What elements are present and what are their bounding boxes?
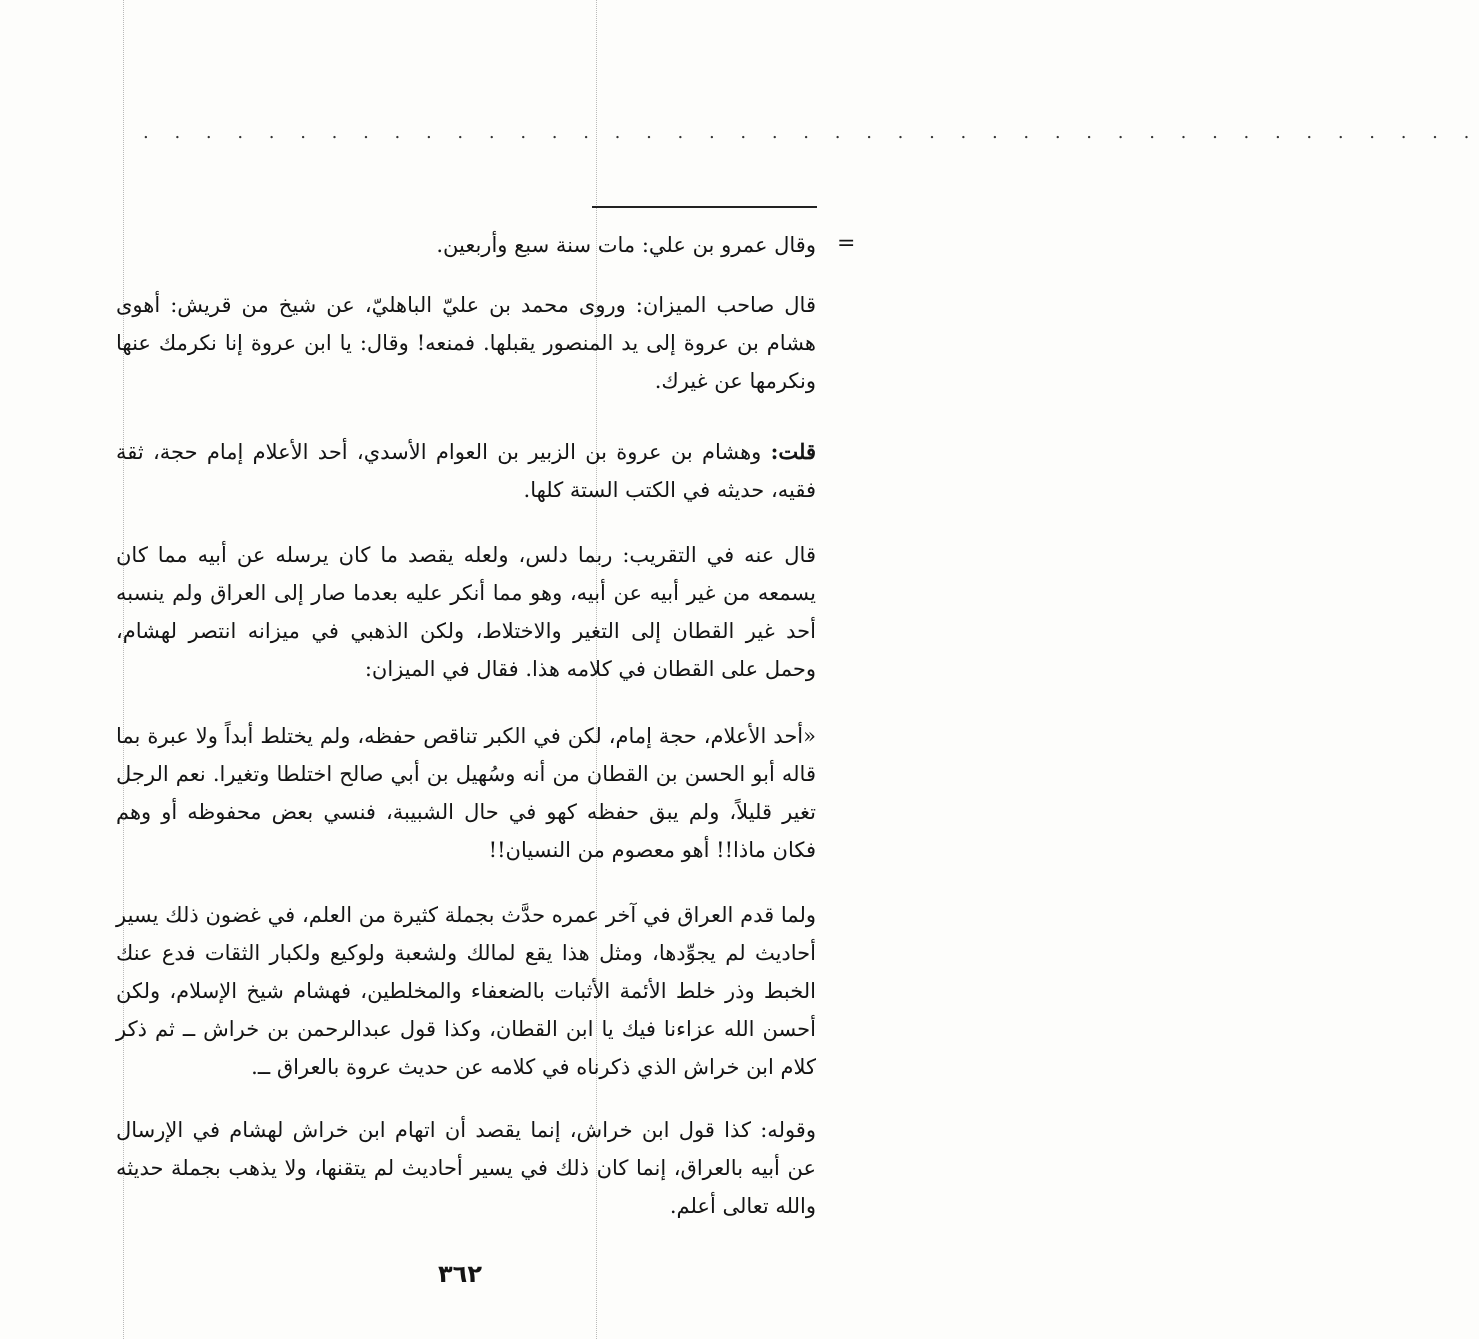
paragraph-2 <box>116 433 816 509</box>
paragraph-2-lead: قلت: <box>770 439 816 464</box>
paragraph-3: قال عنه في التقريب: ربما دلس، ولعله يقصد ما كان يرسله عن أبيه مما كان يسمعه من غير أبيه عن أبيه، وهو مما أنكر عليه بعدما صار إلى العراق ولم ينسبه أحد غير القطان إلى التغير والاختلاط، ولكن الذهبي في ميزانه انتصر لهشام، وحمل على القطان في كلامه هذا. فقال في الميزان: <box>116 543 816 681</box>
page-number: ٣٦٢ <box>438 1260 482 1288</box>
paragraph-5: ولما قدم العراق في آخر عمره حدَّث بجملة كثيرة من العلم، في غضون ذلك يسير أحاديث لم يجوِّدها، ومثل هذا يقع لمالك ولشعبة ولوكيع ولكبار الثقات فدع عنك الخبط وذر خلط الأئمة الأثبات بالضعفاء والمخلطين، فهشام شيخ الإسلام، ولكن أحسن الله عزاءنا فيك يا ابن القطان، وكذا قول عبدالرحمن بن خراش ــ ثم ذكر كلام ابن خراش الذي ذكرناه في كلامه عن حديث عروة بالعراق ــ. <box>116 903 816 1079</box>
paragraph-1: قال صاحب الميزان: وروى محمد بن عليّ الباهليّ، عن شيخ من قريش: أهوى هشام بن عروة إلى يد المنصور يقبلها. فمنعه! وقال: يا ابن عروة إنا نكرمك عنها ونكرمها عن غيرك. <box>116 293 816 393</box>
continuation-marker: = <box>837 231 856 256</box>
footnote-rule <box>592 206 817 208</box>
paragraph-2-body: وهشام بن عروة بن الزبير بن العوام الأسدي، أحد الأعلام إمام حجة، ثقة فقيه، حديثه في الكتب الستة كلها. <box>116 440 816 502</box>
dotted-separator: . . . . . . . . . . . . . . . . . . . . . . . . . . . . . . . . . . . . . . . . . . . <box>143 122 1479 143</box>
paragraph-4-quote: «أحد الأعلام، حجة إمام، لكن في الكبر تناقص حفظه، ولم يختلط أبداً ولا عبرة بما قاله أبو الحسن بن القطان من أنه وسُهيل بن أبي صالح اختلطا وتغيرا. نعم الرجل تغير قليلاً، ولم يبق حفظه كهو في حال الشبيبة، فنسي بعض محفوظه أو وهم فكان ماذا!! أهو معصوم من النسيان!! <box>116 724 816 862</box>
text-line-1: وقال عمرو بن علي: مات سنة سبع وأربعين. <box>436 233 816 257</box>
paragraph-6: وقوله: كذا قول ابن خراش، إنما يقصد أن اتهام ابن خراش لهشام في الإرسال عن أبيه بالعراق، إنما كان ذلك في يسير أحاديث لم يتقنها، ولا يذهب بجملة حديثه والله تعالى أعلم. <box>116 1118 816 1218</box>
